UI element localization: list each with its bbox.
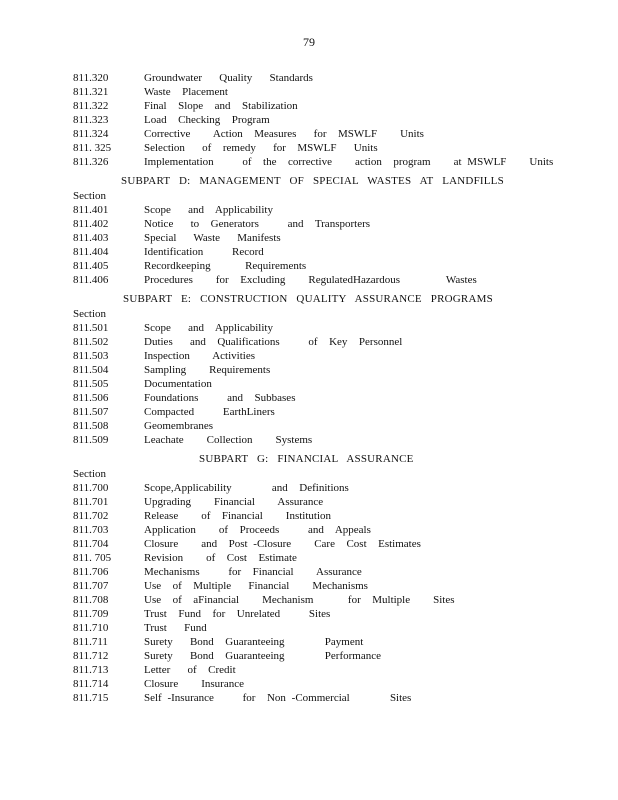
section-title: Mechanisms for Financial Assurance (144, 566, 362, 578)
section-title: Surety Bond Guaranteeing Payment (144, 636, 364, 648)
toc-entry (73, 141, 593, 155)
subpart-block (73, 451, 593, 705)
section-title: Closure Insurance (144, 678, 244, 690)
section-title: Compacted EarthLiners (144, 406, 275, 418)
toc-entry (73, 579, 593, 593)
section-title: Scope and Applicability (144, 322, 273, 334)
toc-entry (73, 691, 593, 705)
toc-entry (73, 273, 593, 287)
intro-section-list (73, 71, 593, 169)
toc-entry (73, 607, 593, 621)
toc-entry (73, 391, 593, 405)
section-number: 811.405 (73, 260, 109, 272)
toc-entry (73, 321, 593, 335)
table-of-contents (73, 71, 593, 705)
section-title: Waste Placement (144, 86, 228, 98)
section-number: 811.715 (73, 692, 109, 704)
section-number: 811.507 (73, 406, 109, 418)
section-label: Section (73, 468, 106, 480)
section-title: Selection of remedy for MSWLF Units (144, 142, 378, 154)
section-number: 811.320 (73, 72, 109, 84)
section-number: 811.700 (73, 482, 109, 494)
section-number: 811.321 (73, 86, 109, 98)
section-number: 811.713 (73, 664, 109, 676)
section-title: Special Waste Manifests (144, 232, 281, 244)
section-title: Use of Multiple Financial Mechanisms (144, 580, 368, 592)
subparts-container (73, 173, 593, 705)
toc-entry (73, 245, 593, 259)
section-number: 811.701 (73, 496, 109, 508)
toc-entry (73, 635, 593, 649)
section-number: 811.707 (73, 580, 109, 592)
toc-entry (73, 335, 593, 349)
section-title: Geomembranes (144, 420, 214, 432)
section-number: 811.708 (73, 594, 109, 606)
subpart-heading: SUBPART E: CONSTRUCTION QUALITY ASSURANCE PROGRAMS (123, 293, 493, 305)
section-number: 811.711 (73, 636, 108, 648)
section-number: 811.506 (73, 392, 109, 404)
toc-entry (73, 663, 593, 677)
section-number: 811.712 (73, 650, 109, 662)
section-title: Closure and Post -Closure Care Cost Estimates (144, 538, 421, 550)
section-title: Procedures for Excluding RegulatedHazardous Wastes (144, 274, 477, 286)
toc-entry (73, 99, 593, 113)
section-number: 811.704 (73, 538, 109, 550)
section-title: Foundations and Subbases (144, 392, 296, 404)
subpart-heading: SUBPART D: MANAGEMENT OF SPECIAL WASTES AT LANDFILLS (121, 175, 504, 187)
section-number: 811.714 (73, 678, 109, 690)
section-number: 811.508 (73, 420, 109, 432)
section-title: Notice to Generators and Transporters (144, 218, 371, 230)
toc-entry (73, 649, 593, 663)
subpart-heading: SUBPART G: FINANCIAL ASSURANCE (199, 453, 414, 465)
section-title: Scope,Applicability and Definitions (144, 482, 349, 494)
toc-entry (73, 127, 593, 141)
section-title: Recordkeeping Requirements (144, 260, 307, 272)
toc-entry (73, 231, 593, 245)
section-number: 811. 325 (73, 142, 112, 154)
toc-entry (73, 363, 593, 377)
section-title: Use of aFinancial Mechanism for Multiple Sites (144, 594, 455, 606)
section-number: 811.505 (73, 378, 109, 390)
section-number: 811.702 (73, 510, 109, 522)
section-number: 811.322 (73, 100, 109, 112)
section-title: Duties and Qualifications of Key Personnel (144, 336, 403, 348)
toc-entry (73, 71, 593, 85)
section-title: Identification Record (144, 246, 264, 258)
toc-entry (73, 551, 593, 565)
section-number: 811.709 (73, 608, 109, 620)
section-number: 811.401 (73, 204, 109, 216)
section-title: Corrective Action Measures for MSWLF Units (144, 128, 424, 140)
section-title: Revision of Cost Estimate (144, 552, 297, 564)
toc-entry (73, 537, 593, 551)
section-title: Upgrading Financial Assurance (144, 496, 324, 508)
toc-entry (73, 85, 593, 99)
section-number: 811.323 (73, 114, 109, 126)
section-title: Leachate Collection Systems (144, 434, 313, 446)
section-title: Groundwater Quality Standards (144, 72, 313, 84)
subpart-block (73, 291, 593, 447)
section-number: 811.324 (73, 128, 109, 140)
section-number: 811.509 (73, 434, 109, 446)
section-number: 811.706 (73, 566, 109, 578)
section-number: 811.403 (73, 232, 109, 244)
toc-entry (73, 377, 593, 391)
section-label: Section (73, 190, 106, 202)
section-number: 811.326 (73, 156, 109, 168)
toc-entry (73, 405, 593, 419)
section-title: Implementation of the corrective action program at MSWLF Units (144, 156, 554, 168)
section-number: 811.402 (73, 218, 109, 230)
toc-entry (73, 433, 593, 447)
section-number: 811.406 (73, 274, 109, 286)
section-title: Sampling Requirements (144, 364, 271, 376)
toc-entry (73, 155, 593, 169)
toc-entry (73, 113, 593, 127)
subpart-block (73, 173, 593, 287)
toc-entry (73, 217, 593, 231)
section-title: Trust Fund for Unrelated Sites (144, 608, 331, 620)
section-title: Self -Insurance for Non -Commercial Sites (144, 692, 412, 704)
toc-entry (73, 523, 593, 537)
section-title: Documentation (144, 378, 212, 390)
toc-entry (73, 677, 593, 691)
section-number: 811.703 (73, 524, 109, 536)
toc-entry (73, 509, 593, 523)
section-title: Release of Financial Institution (144, 510, 332, 522)
section-number: 811.404 (73, 246, 109, 258)
toc-entry (73, 259, 593, 273)
section-title: Inspection Activities (144, 350, 255, 362)
section-number: 811.504 (73, 364, 109, 376)
toc-entry (73, 621, 593, 635)
section-number: 811.502 (73, 336, 109, 348)
toc-entry (73, 593, 593, 607)
section-title: Final Slope and Stabilization (144, 100, 298, 112)
section-number: 811.710 (73, 622, 109, 634)
toc-entry (73, 481, 593, 495)
section-number: 811.501 (73, 322, 109, 334)
toc-entry (73, 203, 593, 217)
section-number: 811. 705 (73, 552, 112, 564)
section-title: Application of Proceeds and Appeals (144, 524, 371, 536)
toc-entry (73, 565, 593, 579)
section-title: Load Checking Program (144, 114, 270, 126)
section-title: Scope and Applicability (144, 204, 273, 216)
toc-entry (73, 419, 593, 433)
page-number: 79 (303, 35, 315, 49)
section-title: Surety Bond Guaranteeing Performance (144, 650, 381, 662)
section-number: 811.503 (73, 350, 109, 362)
toc-entry (73, 495, 593, 509)
section-title: Letter of Credit (144, 664, 236, 676)
toc-entry (73, 349, 593, 363)
section-label: Section (73, 308, 106, 320)
section-title: Trust Fund (144, 622, 207, 634)
